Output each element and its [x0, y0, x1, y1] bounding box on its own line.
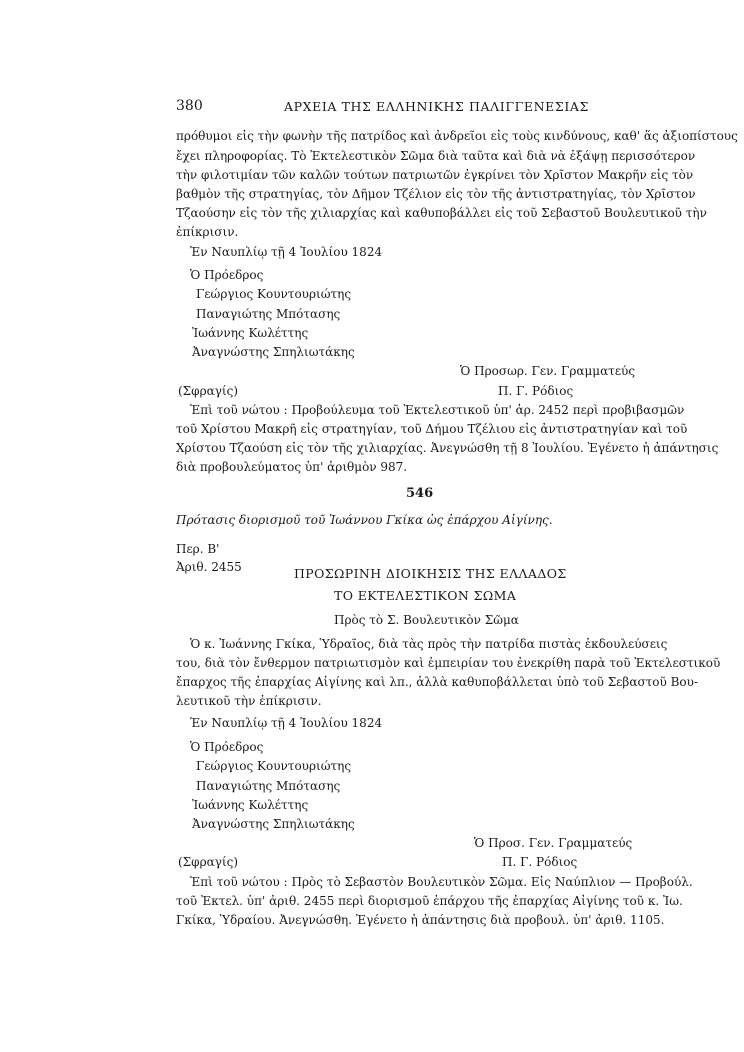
doc545-note-line: Χρίστου Τζαούση εἰς τὸν τῆς χιλιαρχίας. Ἀνεγνώσθη τῇ 8 Ἰουλίου. Ἐγένετο ἡ ἀπάντησις	[176, 441, 719, 455]
page-number: 380	[176, 98, 203, 114]
doc545-body-line: βαθμὸν τῆς στρατηγίας, τὸν Δῆμον Τζέλιον εἰς τὸν τῆς ἀντιστρατηγίας, τὸν Χρῖστον	[176, 187, 696, 201]
doc546-president-name: Γεώργιος Κουντουριώτης	[196, 759, 352, 773]
doc545-member: Ἀναγνώστης Σπηλιωτάκης	[192, 345, 355, 359]
doc546-note-line: Ἐπὶ τοῦ νώτου : Πρὸς τὸ Σεβαστὸν Βουλευτικὸν Σῶμα. Εἰς Ναύπλιον — Προβούλ.	[190, 875, 693, 889]
doc545-president-title: Ὁ Πρόεδρος	[190, 268, 264, 282]
doc546-seal: (Σφραγίς)	[178, 855, 239, 869]
doc545-note-line: Ἐπὶ τοῦ νώτου : Προβούλευμα τοῦ Ἐκτελεστικοῦ ὑπ' ἀρ. 2452 περὶ προβιβασμῶν	[190, 403, 685, 417]
doc545-body-line: πρόθυμοι εἰς τὴν φωνὴν τῆς πατρίδος καὶ ἀνδρεῖοι εἰς τοὺς κινδύνους, καθ' ἅς ἀξιοπίστους	[176, 129, 738, 143]
doc545-secretary-name: Π. Γ. Ρόδιος	[498, 384, 574, 398]
doc546-body-line: του, διὰ τὸν ἔνθερμον πατριωτισμὸν καὶ ἐμπειρίαν του ἐνεκρίθη παρὰ τοῦ Ἐκτελεστικοῦ	[176, 656, 721, 670]
doc546-ref-per: Περ. Β'	[176, 542, 220, 556]
doc546-heading1: ΠΡΟΣΩΡΙΝΗ ΔΙΟΙΚΗΣΙΣ ΤΗΣ ΕΛΛΑΔΟΣ	[294, 566, 567, 581]
doc545-body-line: τὴν φιλοτιμίαν τῶν καλῶν τούτων πατριωτῶν ἐγκρίνει τὸν Χρῖστον Μακρῆν εἰς τὸν	[176, 168, 694, 182]
doc545-member: Ἰωάννης Κωλέττης	[192, 326, 309, 340]
doc546-heading2: ΤΟ ΕΚΤΕΛΕΣΤΙΚΟΝ ΣΩΜΑ	[334, 588, 517, 603]
doc546-number: 546	[406, 486, 434, 501]
doc546-body-line: Ὁ κ. Ἰωάννης Γκίκα, Ὑδραῖος, διὰ τὰς πρὸς τὴν πατρίδα πιστὰς ἐκδουλεύσεις	[190, 637, 668, 651]
doc546-date: Ἐν Ναυπλίῳ τῇ 4 Ἰουλίου 1824	[190, 716, 383, 730]
doc545-president-name: Γεώργιος Κουντουριώτης	[196, 287, 352, 301]
running-title: ΑΡΧΕΙΑ ΤΗΣ ΕΛΛΗΝΙΚΗΣ ΠΑΛΙΓΓΕΝΕΣΙΑΣ	[284, 99, 589, 114]
doc546-note-line: τοῦ Ἐκτελ. ὑπ' ἀριθ. 2455 περὶ διορισμοῦ ἐπάρχου τῆς ἐπαρχίας Αἰγίνης τοῦ κ. Ἰω.	[176, 894, 683, 908]
doc546-summary: Πρότασις διορισμοῦ τοῦ Ἰωάννου Γκίκα ὡς ἐπάρχου Αἰγίνης.	[176, 513, 553, 527]
doc545-body-line: Τζαούσην εἰς τὸν τῆς χιλιαρχίας καὶ καθυποβάλλει εἰς τοῦ Σεβαστοῦ Βουλευτικοῦ τὴν	[176, 206, 707, 220]
doc546-addressee: Πρὸς τὸ Σ. Βουλευτικὸν Σῶμα	[334, 613, 519, 627]
doc546-member: Παναγιώτης Μπότασης	[196, 779, 341, 793]
doc546-member: Ἀναγνώστης Σπηλιωτάκης	[192, 817, 355, 831]
doc546-note-line: Γκίκα, Ὑδραίου. Ἀνεγνώσθη. Ἐγένετο ἡ ἀπάντησις διὰ προβουλ. ὑπ' ἀριθ. 1105.	[176, 913, 665, 927]
doc545-seal: (Σφραγίς)	[178, 384, 239, 398]
doc546-body-line: λευτικοῦ τὴν ἐπίκρισιν.	[176, 694, 322, 708]
doc546-president-title: Ὁ Πρόεδρος	[190, 740, 264, 754]
doc546-secretary-name: Π. Γ. Ρόδιος	[502, 855, 578, 869]
doc545-body-line: ἐπίκρισιν.	[176, 225, 239, 239]
doc545-note-line: διὰ προβουλεύματος ὑπ' ἀριθμὸν 987.	[176, 460, 408, 474]
doc546-body-line: ἔπαρχος τῆς ἐπαρχίας Αἰγίνης καὶ λπ., ἀλλὰ καθυποβάλλεται ὑπὸ τοῦ Σεβαστοῦ Βου-	[176, 675, 698, 689]
doc546-member: Ἰωάννης Κωλέττης	[192, 798, 309, 812]
doc545-member: Παναγιώτης Μπότασης	[196, 307, 341, 321]
doc545-body-line: ἔχει πληροφορίας. Τὸ Ἐκτελεστικὸν Σῶμα διὰ ταῦτα καὶ διὰ νὰ ἐξάψῃ περισσότερον	[176, 149, 696, 163]
doc545-secretary-title: Ὁ Προσωρ. Γεν. Γραμματεύς	[460, 364, 636, 378]
doc545-note-line: τοῦ Χρίστου Μακρῆ εἰς στρατηγίαν, τοῦ Δήμου Τζέλιου εἰς ἀντιστρατηγίαν καὶ τοῦ	[176, 422, 688, 436]
doc546-ref-arith: Ἀριθ. 2455	[176, 560, 242, 574]
doc545-date: Ἐν Ναυπλίῳ τῇ 4 Ἰουλίου 1824	[190, 245, 383, 259]
doc546-secretary-title: Ὁ Προσ. Γεν. Γραμματεύς	[474, 836, 633, 850]
